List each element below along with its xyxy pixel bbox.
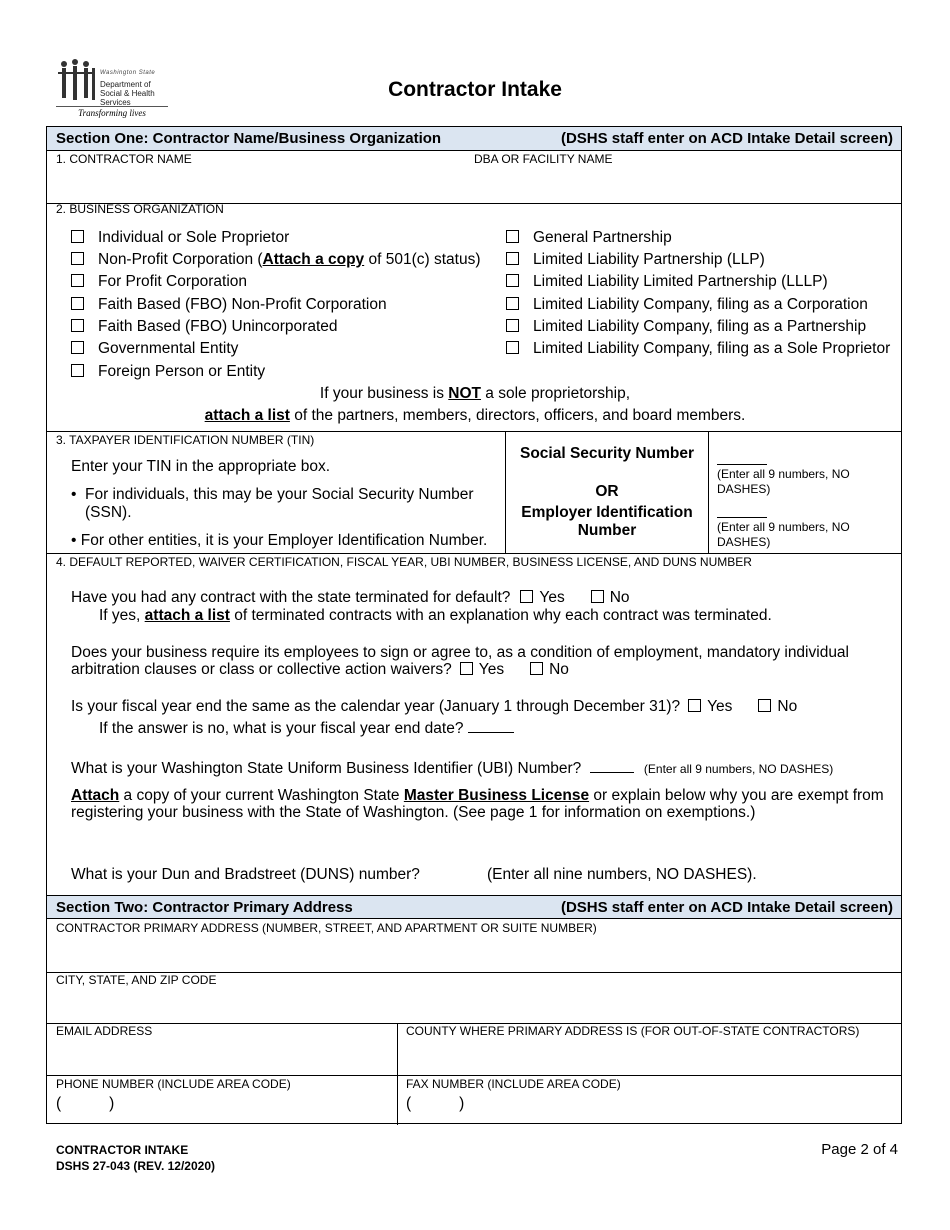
master-business-license-emphasis: Master Business License xyxy=(403,787,590,804)
org-option-label: Foreign Person or Entity xyxy=(98,363,266,380)
arbitration-question-line1: Does your business require its employees to sign or agree to, as a condition of employment, mandatory individual xyxy=(71,644,849,661)
logo-tagline: Transforming lives xyxy=(56,106,168,118)
org-option-label: Limited Liability Company, filing as a Corporation xyxy=(533,296,868,313)
ssn-heading: Social Security Number xyxy=(519,445,694,462)
primary-address-field[interactable] xyxy=(51,937,897,971)
section-two-title: Section Two: Contractor Primary Address xyxy=(56,899,353,916)
org-option-label: Individual or Sole Proprietor xyxy=(98,229,290,246)
tin-label: 3. TAXPAYER IDENTIFICATION NUMBER (TIN) xyxy=(56,433,315,447)
arbitration-question-line2 xyxy=(71,661,569,679)
or-text: OR xyxy=(595,483,619,500)
fiscal-no-checkbox[interactable] xyxy=(758,699,771,712)
dba-label: DBA OR FACILITY NAME xyxy=(474,152,613,166)
org-option-label: Faith Based (FBO) Non-Profit Corporation xyxy=(98,296,387,313)
paren-open: ( xyxy=(56,1095,62,1112)
ein-input[interactable] xyxy=(717,517,767,518)
ssn-hint: (Enter all 9 numbers, NO DASHES) xyxy=(717,467,850,496)
org-option-nonprofit[interactable] xyxy=(71,251,480,269)
footer-form-name: CONTRACTOR INTAKE xyxy=(56,1143,189,1157)
attach-copy-text: Attach a copy xyxy=(262,251,365,268)
org-option-label: Limited Liability Partnership (LLP) xyxy=(533,251,765,268)
divider xyxy=(708,431,709,553)
org-option-llc-corporation[interactable] xyxy=(506,296,868,314)
duns-question: What is your Dun and Bradstreet (DUNS) number? xyxy=(71,866,420,883)
attach-list-emphasis: attach a list xyxy=(144,607,230,624)
yes-label: Yes xyxy=(539,589,565,606)
fiscal-yes-checkbox[interactable] xyxy=(688,699,701,712)
duns-input[interactable] xyxy=(431,879,481,883)
org-option-sole-proprietor[interactable] xyxy=(71,229,289,247)
checkbox[interactable] xyxy=(71,364,84,377)
not-emphasis: NOT xyxy=(448,385,481,402)
section-one-title: Section One: Contractor Name/Business Organization xyxy=(56,130,442,147)
note-text: a sole proprietorship, xyxy=(481,385,631,402)
checkbox[interactable] xyxy=(506,252,519,265)
attach-list-note xyxy=(47,407,903,425)
checkbox[interactable] xyxy=(71,230,84,243)
tin-intro: Enter your TIN in the appropriate box. xyxy=(71,458,331,475)
question-text: Have you had any contract with the state terminated for default? xyxy=(71,589,511,606)
org-option-label: Limited Liability Company, filing as a Partnership xyxy=(533,318,867,335)
default-question xyxy=(71,589,630,607)
phone-label: PHONE NUMBER (INCLUDE AREA CODE) xyxy=(56,1077,291,1091)
question-text: arbitration clauses or class or collective action waivers? xyxy=(71,661,452,678)
org-option-label: Governmental Entity xyxy=(98,340,239,357)
org-option-label: Non-Profit Corporation ( xyxy=(98,251,263,268)
section-two-staff-note: (DSHS staff enter on ACD Intake Detail screen) xyxy=(560,899,893,916)
org-option-label: Faith Based (FBO) Unincorporated xyxy=(98,318,338,335)
no-label: No xyxy=(609,589,630,606)
followup-text: If the answer is no, what is your fiscal year end date? xyxy=(99,720,464,737)
arbitration-yes-checkbox[interactable] xyxy=(460,662,473,675)
followup-text: If yes, xyxy=(99,607,145,624)
checkbox[interactable] xyxy=(506,230,519,243)
bullet-text: For individuals, this may be your Social Security Number (SSN). xyxy=(85,486,474,521)
page-title: Contractor Intake xyxy=(388,78,562,101)
org-option-general-partnership[interactable] xyxy=(506,229,672,247)
license-text: a copy of your current Washington State xyxy=(119,787,404,804)
fax-field[interactable] xyxy=(406,1095,464,1113)
checkbox[interactable] xyxy=(506,319,519,332)
footer-form-number: DSHS 27-043 (REV. 12/2020) xyxy=(56,1159,215,1173)
no-label: No xyxy=(549,661,569,678)
divider xyxy=(47,553,901,554)
ein-hint: (Enter all 9 numbers, NO DASHES) xyxy=(717,520,850,549)
arbitration-no-checkbox[interactable] xyxy=(530,662,543,675)
section-two-header xyxy=(47,895,901,919)
note-text: If your business is xyxy=(319,385,449,402)
checkbox[interactable] xyxy=(71,341,84,354)
no-label: No xyxy=(777,698,798,715)
org-option-for-profit[interactable] xyxy=(71,273,247,291)
email-label: EMAIL ADDRESS xyxy=(56,1024,153,1038)
email-field[interactable] xyxy=(51,1040,395,1074)
paren-close: ) xyxy=(109,1095,115,1112)
checkbox[interactable] xyxy=(506,341,519,354)
logo-state: Washington State xyxy=(100,70,156,76)
org-option-llc-sole-proprietor[interactable] xyxy=(506,340,890,358)
default-followup xyxy=(99,607,772,625)
paren-close: ) xyxy=(459,1095,465,1112)
note-text: of the partners, members, directors, officers, and board members. xyxy=(289,407,746,424)
ubi-hint: (Enter all 9 numbers, NO DASHES) xyxy=(643,762,834,776)
not-sole-proprietor-note xyxy=(47,385,903,403)
org-option-fbo-nonprofit[interactable] xyxy=(71,296,387,314)
yes-label: Yes xyxy=(478,661,505,678)
phone-field[interactable] xyxy=(56,1095,114,1113)
org-option-fbo-unincorporated[interactable] xyxy=(71,318,338,336)
yes-label: Yes xyxy=(707,698,733,715)
duns-hint: (Enter all nine numbers, NO DASHES). xyxy=(487,866,757,883)
checkbox[interactable] xyxy=(71,297,84,310)
license-line1 xyxy=(71,787,884,805)
contractor-name-label: 1. CONTRACTOR NAME xyxy=(56,152,192,166)
attach-emphasis: Attach xyxy=(71,787,120,804)
org-option-llc-partnership[interactable] xyxy=(506,318,866,336)
checkbox[interactable] xyxy=(71,319,84,332)
business-organization-label: 2. BUSINESS ORGANIZATION xyxy=(56,202,224,216)
license-text: or explain below why you are exempt from xyxy=(589,787,884,804)
bullet-icon: • xyxy=(71,486,77,503)
divider xyxy=(47,1075,901,1076)
checkbox[interactable] xyxy=(71,252,84,265)
contractor-name-field[interactable] xyxy=(51,167,471,201)
attach-list-emphasis: attach a list xyxy=(204,407,290,424)
dba-field[interactable] xyxy=(474,167,894,201)
checkbox[interactable] xyxy=(506,274,519,287)
question-text: What is your Washington State Uniform Business Identifier (UBI) Number? xyxy=(71,760,582,777)
divider xyxy=(47,431,901,432)
city-state-zip-label: CITY, STATE, AND ZIP CODE xyxy=(56,973,217,987)
city-state-zip-field[interactable] xyxy=(51,989,897,1023)
license-line2: registering your business with the State of Washington. (See page 1 for information on exemptions.) xyxy=(71,804,756,821)
fiscal-followup xyxy=(99,720,514,738)
org-option-label: Limited Liability Limited Partnership (LLLP) xyxy=(533,273,828,290)
paren-open: ( xyxy=(406,1095,412,1112)
nonprofit-suffix: of 501(c) status) xyxy=(364,251,481,268)
license-exemption-explanation-field[interactable] xyxy=(71,825,891,861)
org-option-label: Limited Liability Company, filing as a Sole Proprietor xyxy=(533,340,891,357)
bullet-text: For other entities, it is your Employer Identification Number. xyxy=(80,532,488,549)
question-text: Is your fiscal year end the same as the calendar year (January 1 through December 31)? xyxy=(71,698,681,715)
default-yes-checkbox[interactable] xyxy=(520,590,533,603)
checkbox[interactable] xyxy=(506,297,519,310)
tin-bullet-ssn xyxy=(71,486,501,522)
intake-form xyxy=(46,126,902,1124)
org-option-label: For Profit Corporation xyxy=(98,273,248,290)
checkbox[interactable] xyxy=(71,274,84,287)
fiscal-year-end-input[interactable] xyxy=(468,732,514,733)
ssn-input[interactable] xyxy=(717,464,767,465)
logo-department: Department of Social & Health Services xyxy=(100,80,155,107)
county-field[interactable] xyxy=(401,1040,897,1074)
org-option-llp[interactable] xyxy=(506,251,765,269)
fax-label: FAX NUMBER (INCLUDE AREA CODE) xyxy=(406,1077,621,1091)
section-one-staff-note: (DSHS staff enter on ACD Intake Detail screen) xyxy=(560,130,893,147)
bullet-icon: • xyxy=(71,532,77,549)
ein-heading: Employer Identification Number xyxy=(521,504,693,539)
ubi-question xyxy=(71,760,833,778)
org-option-governmental[interactable] xyxy=(71,340,238,358)
default-no-checkbox[interactable] xyxy=(591,590,604,603)
fiscal-question xyxy=(71,698,797,716)
divider xyxy=(397,1023,398,1125)
org-option-foreign[interactable] xyxy=(71,363,265,381)
section-one-header xyxy=(47,127,901,151)
default-waiver-label: 4. DEFAULT REPORTED, WAIVER CERTIFICATION, FISCAL YEAR, UBI NUMBER, BUSINESS LICENSE, AND DUNS NUMBER xyxy=(56,555,752,569)
ubi-input[interactable] xyxy=(590,772,634,773)
org-option-lllp[interactable] xyxy=(506,273,828,291)
tin-bullet-ein xyxy=(71,532,487,550)
followup-text: of terminated contracts with an explanation why each contract was terminated. xyxy=(229,607,772,624)
page-number: Page 2 of 4 xyxy=(821,1141,898,1158)
primary-address-label: CONTRACTOR PRIMARY ADDRESS (NUMBER, STREET, AND APARTMENT OR SUITE NUMBER) xyxy=(56,921,597,935)
org-option-label: General Partnership xyxy=(533,229,672,246)
county-label: COUNTY WHERE PRIMARY ADDRESS IS (FOR OUT-OF-STATE CONTRACTORS) xyxy=(406,1024,860,1038)
